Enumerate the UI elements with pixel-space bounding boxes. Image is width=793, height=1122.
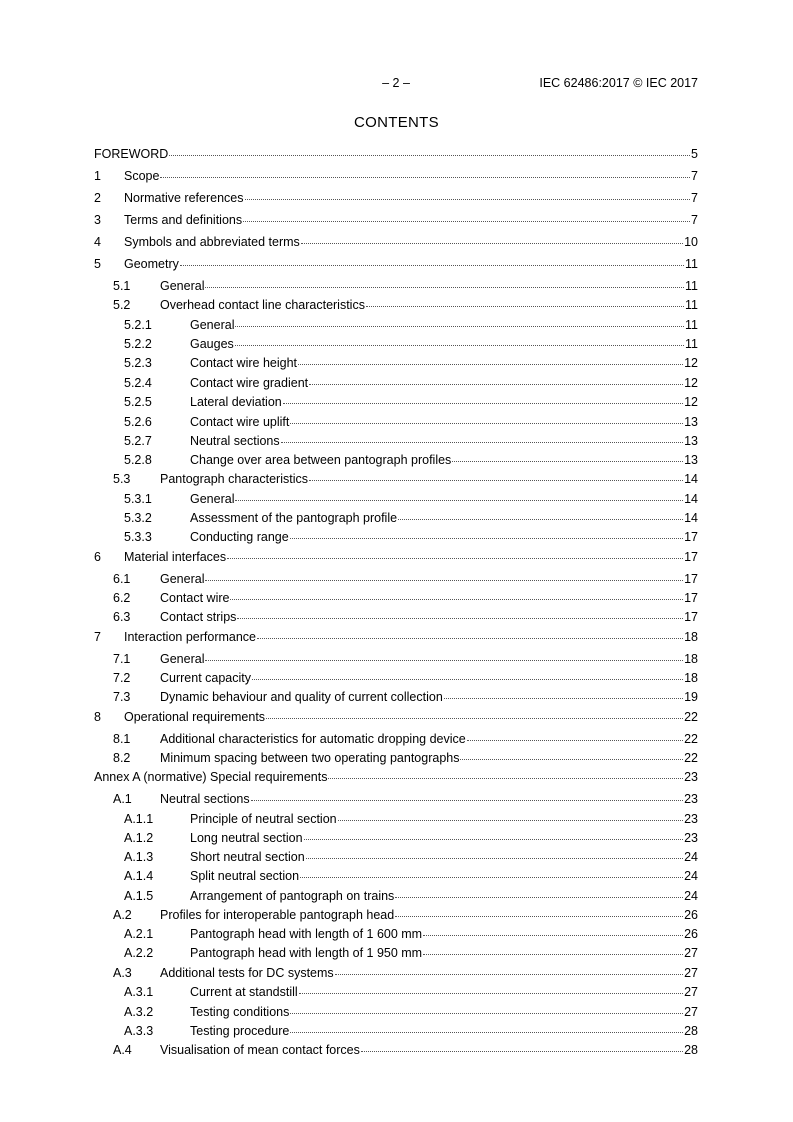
toc-entry-number: 1 [94, 169, 101, 183]
toc-entry-page: 17 [684, 591, 698, 605]
toc-dot-leader [230, 589, 683, 600]
page-header [94, 76, 698, 92]
toc-entry-title: Operational requirements [124, 710, 266, 724]
toc-entry-title: General [160, 652, 205, 666]
toc-dot-leader [205, 650, 683, 661]
toc-entry[interactable] [94, 212, 698, 228]
toc-dot-leader [169, 145, 690, 156]
toc-dot-leader [309, 374, 683, 385]
toc-entry[interactable] [94, 452, 698, 468]
toc-entry-number: 6.1 [113, 572, 131, 586]
toc-entry-title: Pantograph head with length of 1 950 mm [190, 946, 423, 960]
toc-dot-leader [460, 749, 683, 760]
toc-entry-number: A.2 [113, 908, 132, 922]
toc-entry-page: 23 [684, 792, 698, 806]
toc-entry-title: Contact wire uplift [190, 415, 290, 429]
toc-entry-page: 17 [684, 530, 698, 544]
toc-entry-number: 5.2.5 [124, 395, 152, 409]
toc-entry-page: 7 [691, 213, 698, 227]
toc-entry[interactable] [94, 830, 698, 846]
toc-entry[interactable] [94, 984, 698, 1000]
toc-entry[interactable] [94, 278, 698, 294]
toc-entry-title: Short neutral section [190, 850, 305, 864]
toc-entry-number: 4 [94, 235, 101, 249]
toc-entry-number: 5.3 [113, 472, 131, 486]
toc-dot-leader [245, 189, 691, 200]
toc-entry-title: Assessment of the pantograph profile [190, 511, 398, 525]
toc-entry[interactable] [94, 549, 698, 565]
toc-entry-page: 17 [684, 572, 698, 586]
toc-entry-number: A.2.1 [124, 927, 154, 941]
toc-dot-leader [290, 1022, 683, 1033]
toc-dot-leader [290, 413, 683, 424]
toc-entry-page: 7 [691, 169, 698, 183]
toc-entry[interactable] [94, 907, 698, 923]
toc-entry[interactable] [94, 945, 698, 961]
toc-entry-page: 13 [684, 434, 698, 448]
toc-entry[interactable] [94, 297, 698, 313]
toc-entry-page: 11 [685, 318, 698, 332]
toc-entry-title: Contact wire height [190, 356, 298, 370]
toc-entry[interactable] [94, 234, 698, 250]
toc-entry[interactable] [94, 651, 698, 667]
toc-entry-number: 5.2.8 [124, 453, 152, 467]
toc-entry-title: Split neutral section [190, 869, 300, 883]
toc-entry-page: 23 [684, 831, 698, 845]
toc-dot-leader [335, 964, 683, 975]
toc-entry[interactable] [94, 394, 698, 410]
toc-dot-leader [266, 708, 683, 719]
toc-entry-page: 10 [684, 235, 698, 249]
toc-entry-page: 19 [684, 690, 698, 704]
toc-dot-leader [205, 570, 683, 581]
toc-dot-leader [361, 1041, 683, 1052]
toc-entry[interactable] [94, 670, 698, 686]
toc-entry-number: A.1.5 [124, 889, 154, 903]
toc-entry-number: 5.1 [113, 279, 131, 293]
page-number: – 2 – [382, 76, 410, 90]
toc-entry[interactable] [94, 590, 698, 606]
toc-entry[interactable] [94, 689, 698, 705]
toc-dot-leader [227, 548, 683, 559]
toc-entry-page: 22 [684, 710, 698, 724]
toc-entry-title: Additional characteristics for automatic dropping device [160, 732, 466, 746]
toc-dot-leader [290, 528, 683, 539]
toc-entry-title: General [190, 492, 235, 506]
toc-entry-title: Minimum spacing between two operating pantographs [160, 751, 460, 765]
toc-entry-page: 24 [684, 850, 698, 864]
toc-entry-page: 12 [684, 376, 698, 390]
toc-entry-title: Additional tests for DC systems [160, 966, 334, 980]
toc-entry-page: 27 [684, 946, 698, 960]
toc-entry-title: General [190, 318, 235, 332]
page-title: CONTENTS [354, 114, 439, 131]
toc-entry-title: Long neutral section [190, 831, 303, 845]
toc-entry[interactable] [94, 965, 698, 981]
toc-entry-number: 2 [94, 191, 101, 205]
toc-entry-number: A.4 [113, 1043, 132, 1057]
toc-entry-page: 14 [684, 472, 698, 486]
toc-entry-number: 3 [94, 213, 101, 227]
toc-entry-page: 18 [684, 652, 698, 666]
toc-entry-title: Interaction performance [124, 630, 257, 644]
toc-dot-leader [298, 354, 683, 365]
toc-entry-number: 7 [94, 630, 101, 644]
toc-entry[interactable] [94, 769, 698, 785]
toc-entry-title: Arrangement of pantograph on trains [190, 889, 395, 903]
toc-entry-title: Gauges [190, 337, 234, 351]
toc-entry-number: A.1 [113, 792, 132, 806]
toc-dot-leader [281, 432, 683, 443]
toc-entry-page: 5 [691, 147, 698, 161]
toc-entry-page: 18 [684, 671, 698, 685]
toc-entry-number: 5.2.1 [124, 318, 152, 332]
toc-entry[interactable] [94, 791, 698, 807]
toc-entry-number: A.1.3 [124, 850, 154, 864]
toc-entry-title: Dynamic behaviour and quality of current collection [160, 690, 443, 704]
toc-dot-leader [300, 867, 683, 878]
toc-dot-leader [283, 393, 683, 404]
toc-dot-leader [366, 296, 684, 307]
toc-entry-title: Pantograph head with length of 1 600 mm [190, 927, 423, 941]
toc-dot-leader [395, 887, 683, 898]
toc-dot-leader [423, 925, 683, 936]
toc-entry-page: 22 [684, 751, 698, 765]
toc-entry-title: Current at standstill [190, 985, 298, 999]
toc-entry[interactable] [94, 375, 698, 391]
toc-entry-title: Annex A (normative) Special requirements [94, 770, 328, 784]
toc-entry-page: 24 [684, 889, 698, 903]
toc-entry-page: 12 [684, 395, 698, 409]
toc-entry[interactable] [94, 709, 698, 725]
toc-dot-leader [257, 628, 683, 639]
toc-dot-leader [398, 509, 683, 520]
toc-entry[interactable] [94, 1023, 698, 1039]
toc-dot-leader [290, 1003, 683, 1014]
toc-entry-number: A.3.2 [124, 1005, 154, 1019]
toc-entry[interactable] [94, 190, 698, 206]
toc-entry[interactable] [94, 146, 698, 162]
toc-entry-page: 27 [684, 966, 698, 980]
toc-dot-leader [235, 335, 684, 346]
toc-entry[interactable] [94, 609, 698, 625]
toc-entry[interactable] [94, 317, 698, 333]
toc-entry-title: Current capacity [160, 671, 252, 685]
toc-entry[interactable] [94, 336, 698, 352]
toc-entry-number: 6 [94, 550, 101, 564]
toc-dot-leader [180, 255, 684, 266]
toc-entry[interactable] [94, 491, 698, 507]
toc-entry-page: 17 [684, 610, 698, 624]
toc-entry-title: Testing conditions [190, 1005, 290, 1019]
toc-entry-title: Contact wire [160, 591, 230, 605]
toc-dot-leader [252, 669, 683, 680]
toc-entry-number: A.3.3 [124, 1024, 154, 1038]
toc-entry-page: 14 [684, 511, 698, 525]
toc-entry-title: Principle of neutral section [190, 812, 337, 826]
toc-entry-number: A.1.2 [124, 831, 154, 845]
toc-entry-page: 14 [684, 492, 698, 506]
toc-dot-leader [243, 211, 690, 222]
toc-entry[interactable] [94, 256, 698, 272]
toc-dot-leader [251, 790, 683, 801]
toc-entry-page: 26 [684, 927, 698, 941]
toc-entry-page: 24 [684, 869, 698, 883]
toc-entry-title: Lateral deviation [190, 395, 282, 409]
toc-entry-title: Scope [124, 169, 160, 183]
toc-entry-title: Pantograph characteristics [160, 472, 308, 486]
toc-entry-number: 5 [94, 257, 101, 271]
toc-dot-leader [444, 688, 683, 699]
toc-entry[interactable] [94, 849, 698, 865]
toc-entry-title: Symbols and abbreviated terms [124, 235, 300, 249]
toc-entry-title: Terms and definitions [124, 213, 243, 227]
toc-entry-page: 18 [684, 630, 698, 644]
toc-entry-number: A.3 [113, 966, 132, 980]
toc-entry-page: 11 [685, 279, 698, 293]
toc-dot-leader [235, 490, 683, 501]
toc-entry-title: Visualisation of mean contact forces [160, 1043, 360, 1057]
toc-entry-title: Normative references [124, 191, 244, 205]
toc-entry-number: A.1.4 [124, 869, 154, 883]
toc-entry-page: 13 [684, 415, 698, 429]
toc-entry-number: A.3.1 [124, 985, 154, 999]
toc-entry[interactable] [94, 629, 698, 645]
toc-entry-title: Overhead contact line characteristics [160, 298, 365, 312]
toc-entry-number: 5.2.4 [124, 376, 152, 390]
toc-entry-page: 22 [684, 732, 698, 746]
toc-dot-leader [306, 848, 683, 859]
toc-entry-page: 11 [685, 337, 698, 351]
toc-entry-number: 5.2.6 [124, 415, 152, 429]
toc-entry-page: 7 [691, 191, 698, 205]
toc-entry-number: 7.3 [113, 690, 131, 704]
toc-entry-number: 5.2.3 [124, 356, 152, 370]
toc-entry-title: FOREWORD [94, 147, 169, 161]
toc-entry[interactable] [94, 750, 698, 766]
toc-entry[interactable] [94, 868, 698, 884]
toc-entry-page: 11 [685, 257, 698, 271]
toc-entry-title: Conducting range [190, 530, 289, 544]
toc-entry-title: Geometry [124, 257, 179, 271]
toc-entry-page: 13 [684, 453, 698, 467]
toc-dot-leader [395, 906, 683, 917]
toc-entry-title: Profiles for interoperable pantograph head [160, 908, 395, 922]
toc-dot-leader [338, 810, 683, 821]
toc-entry[interactable] [94, 1042, 698, 1058]
toc-entry-title: Neutral sections [190, 434, 280, 448]
toc-dot-leader [237, 608, 683, 619]
toc-entry[interactable] [94, 471, 698, 487]
toc-dot-leader [160, 167, 690, 178]
toc-entry[interactable] [94, 731, 698, 747]
toc-entry-page: 27 [684, 985, 698, 999]
toc-dot-leader [423, 944, 683, 955]
toc-entry-number: 6.3 [113, 610, 131, 624]
toc-entry-page: 17 [684, 550, 698, 564]
toc-entry[interactable] [94, 433, 698, 449]
toc-entry-number: A.2.2 [124, 946, 154, 960]
toc-entry-number: 6.2 [113, 591, 131, 605]
document-id: IEC 62486:2017 © IEC 2017 [539, 76, 698, 90]
toc-entry-title: General [160, 572, 205, 586]
toc-entry-number: 7.1 [113, 652, 131, 666]
toc-entry[interactable] [94, 926, 698, 942]
toc-dot-leader [205, 277, 684, 288]
toc-dot-leader [304, 829, 684, 840]
toc-entry-number: 5.2 [113, 298, 131, 312]
toc-entry-number: 5.2.7 [124, 434, 152, 448]
toc-entry-number: 7.2 [113, 671, 131, 685]
toc-dot-leader [235, 316, 684, 327]
toc-entry-page: 12 [684, 356, 698, 370]
toc-entry-title: Contact strips [160, 610, 237, 624]
toc-entry-page: 11 [685, 298, 698, 312]
toc-dot-leader [328, 768, 683, 779]
toc-entry[interactable] [94, 355, 698, 371]
toc-dot-leader [452, 451, 683, 462]
toc-entry-number: 8 [94, 710, 101, 724]
toc-entry[interactable] [94, 510, 698, 526]
toc-entry-title: Change over area between pantograph profiles [190, 453, 452, 467]
toc-entry-page: 28 [684, 1043, 698, 1057]
toc-entry-number: 5.3.2 [124, 511, 152, 525]
toc-entry-title: General [160, 279, 205, 293]
toc-entry-title: Material interfaces [124, 550, 227, 564]
toc-dot-leader [309, 470, 683, 481]
toc-entry[interactable] [94, 1004, 698, 1020]
toc-entry-title: Contact wire gradient [190, 376, 309, 390]
toc-dot-leader [467, 730, 683, 741]
toc-entry[interactable] [94, 414, 698, 430]
toc-entry-page: 26 [684, 908, 698, 922]
toc-entry-title: Testing procedure [190, 1024, 290, 1038]
toc-entry[interactable] [94, 168, 698, 184]
toc-entry-number: 8.1 [113, 732, 131, 746]
toc-entry-number: A.1.1 [124, 812, 154, 826]
toc-entry[interactable] [94, 529, 698, 545]
toc-entry-number: 5.3.1 [124, 492, 152, 506]
toc-entry-number: 5.2.2 [124, 337, 152, 351]
toc-entry-page: 28 [684, 1024, 698, 1038]
toc-entry-page: 27 [684, 1005, 698, 1019]
toc-dot-leader [301, 233, 683, 244]
toc-entry-title: Neutral sections [160, 792, 250, 806]
toc-entry[interactable] [94, 571, 698, 587]
toc-entry-page: 23 [684, 770, 698, 784]
toc-dot-leader [299, 983, 683, 994]
toc-entry[interactable] [94, 811, 698, 827]
toc-entry[interactable] [94, 888, 698, 904]
toc-entry-page: 23 [684, 812, 698, 826]
toc-entry-number: 8.2 [113, 751, 131, 765]
toc-entry-number: 5.3.3 [124, 530, 152, 544]
